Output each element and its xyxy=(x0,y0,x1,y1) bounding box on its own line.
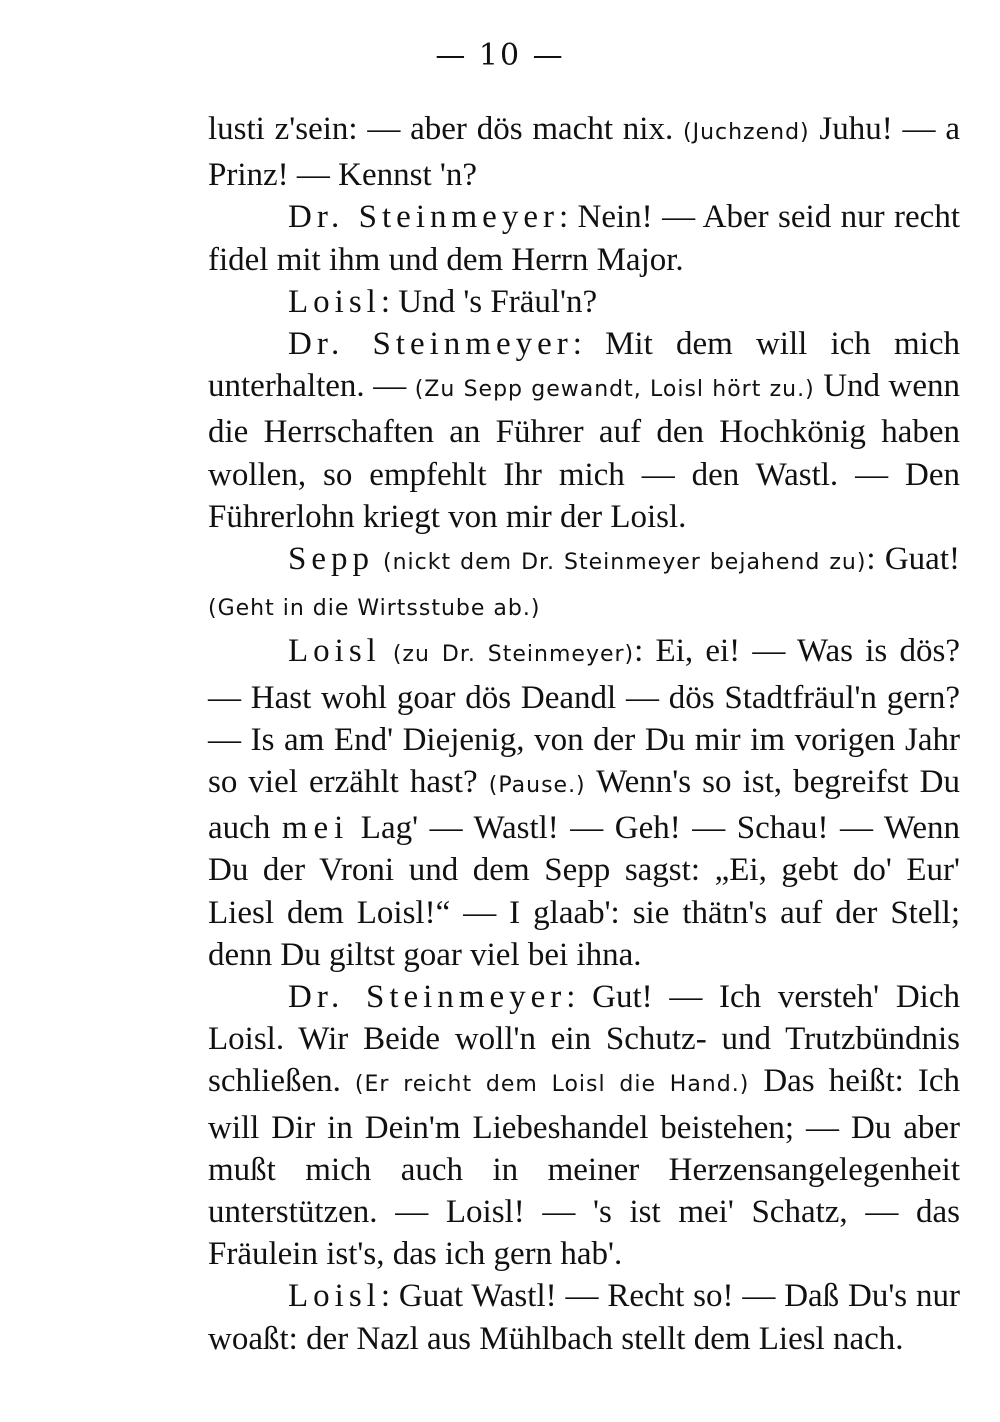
stage-direction: (Geht in die Wirtsstube ab.) xyxy=(208,596,541,622)
paragraph xyxy=(208,323,960,538)
stage-direction: (Er reicht dem Loisl die Hand.) xyxy=(354,1072,750,1098)
emphasized-word: mei xyxy=(281,810,350,847)
stage-direction: (Zu Sepp gewandt, Loisl hört zu.) xyxy=(414,377,815,403)
text-run: : Nein! — Aber seid nur recht fidel mit ihm und dem Herrn Major. xyxy=(208,199,960,278)
stage-direction: (Juchzend) xyxy=(683,120,810,145)
paragraph xyxy=(208,630,960,976)
text-run: : Mit dem will ich mich unterhalten. — xyxy=(208,326,960,405)
text-run: : Und 's Fräul'n? xyxy=(380,283,598,320)
text-run: : Guat! xyxy=(866,541,960,578)
paragraph xyxy=(208,1275,960,1359)
stage-direction: (zu Dr. Steinmeyer) xyxy=(380,642,635,668)
paragraph xyxy=(208,196,960,280)
stage-direction: (Pause.) xyxy=(488,773,586,799)
text-run: Juhu! — a Prinz! — Kennst 'n? xyxy=(208,111,960,194)
text-run: Lag' — Wastl! — Geh! — Schau! — Wenn Du der Vroni und dem Sepp sagst: „Ei, gebt do' Eur' Liesl dem Loisl!“ — I glaab': sie thätn's auf der Stell; denn Du giltst goar viel bei ihna. xyxy=(208,810,961,973)
speaker-name: Dr. Steinmeyer xyxy=(288,326,573,363)
text-run: lusti z'sein: — aber dös macht nix. xyxy=(208,111,683,147)
text-run: Das heißt: Ich will Dir in Dein'm Liebeshandel beistehen; — Du aber mußt mich auch in meiner Herzensangelegenheit unterstützen. — Loisl! — 's ist mei' Schatz, — das Fräulein ist's, das ich gern hab'. xyxy=(208,1063,961,1273)
speaker-name: Loisl xyxy=(288,1278,381,1315)
text-run: : Ei, ei! — Was is dös? — Hast wohl goar dös Deandl — dös Stadtfräul'n gern? — Is am End' Diejenig, von der Du mir im vorigen Jahr so viel erzählt hast? xyxy=(208,633,960,801)
text-run: : Guat Wastl! — Recht so! — Daß Du's nur woaßt: der Nazl aus Mühlbach stellt dem Liesl nach. xyxy=(208,1278,960,1357)
paragraph xyxy=(208,538,960,630)
paragraph xyxy=(208,281,960,323)
speaker-name: Loisl xyxy=(288,633,381,670)
speaker-name: Dr. Steinmeyer xyxy=(288,979,567,1016)
text-run: Wenn's so ist, begreifst Du auch xyxy=(208,764,960,847)
paragraph xyxy=(208,108,960,196)
stage-direction: (nickt dem Dr. Steinmeyer bejahend zu) xyxy=(374,550,867,576)
paragraph xyxy=(208,976,960,1275)
text-run: : Gut! — Ich versteh' Dich Loisl. Wir Beide woll'n ein Schutz- und Trutzbündnis schließen. xyxy=(208,979,960,1100)
text-run: Und wenn die Herrschaften an Führer auf den Hochkönig haben wollen, so empfehlt Ihr mich — den Wastl. — Den Führerlohn kriegt von mir der Loisl. xyxy=(208,368,961,535)
speaker-name: Sepp xyxy=(288,541,374,578)
speaker-name: Dr. Steinmeyer xyxy=(288,199,559,236)
page-number: — 10 — xyxy=(435,38,565,73)
speaker-name: Loisl xyxy=(288,283,381,320)
dialogue-text xyxy=(208,108,960,1360)
